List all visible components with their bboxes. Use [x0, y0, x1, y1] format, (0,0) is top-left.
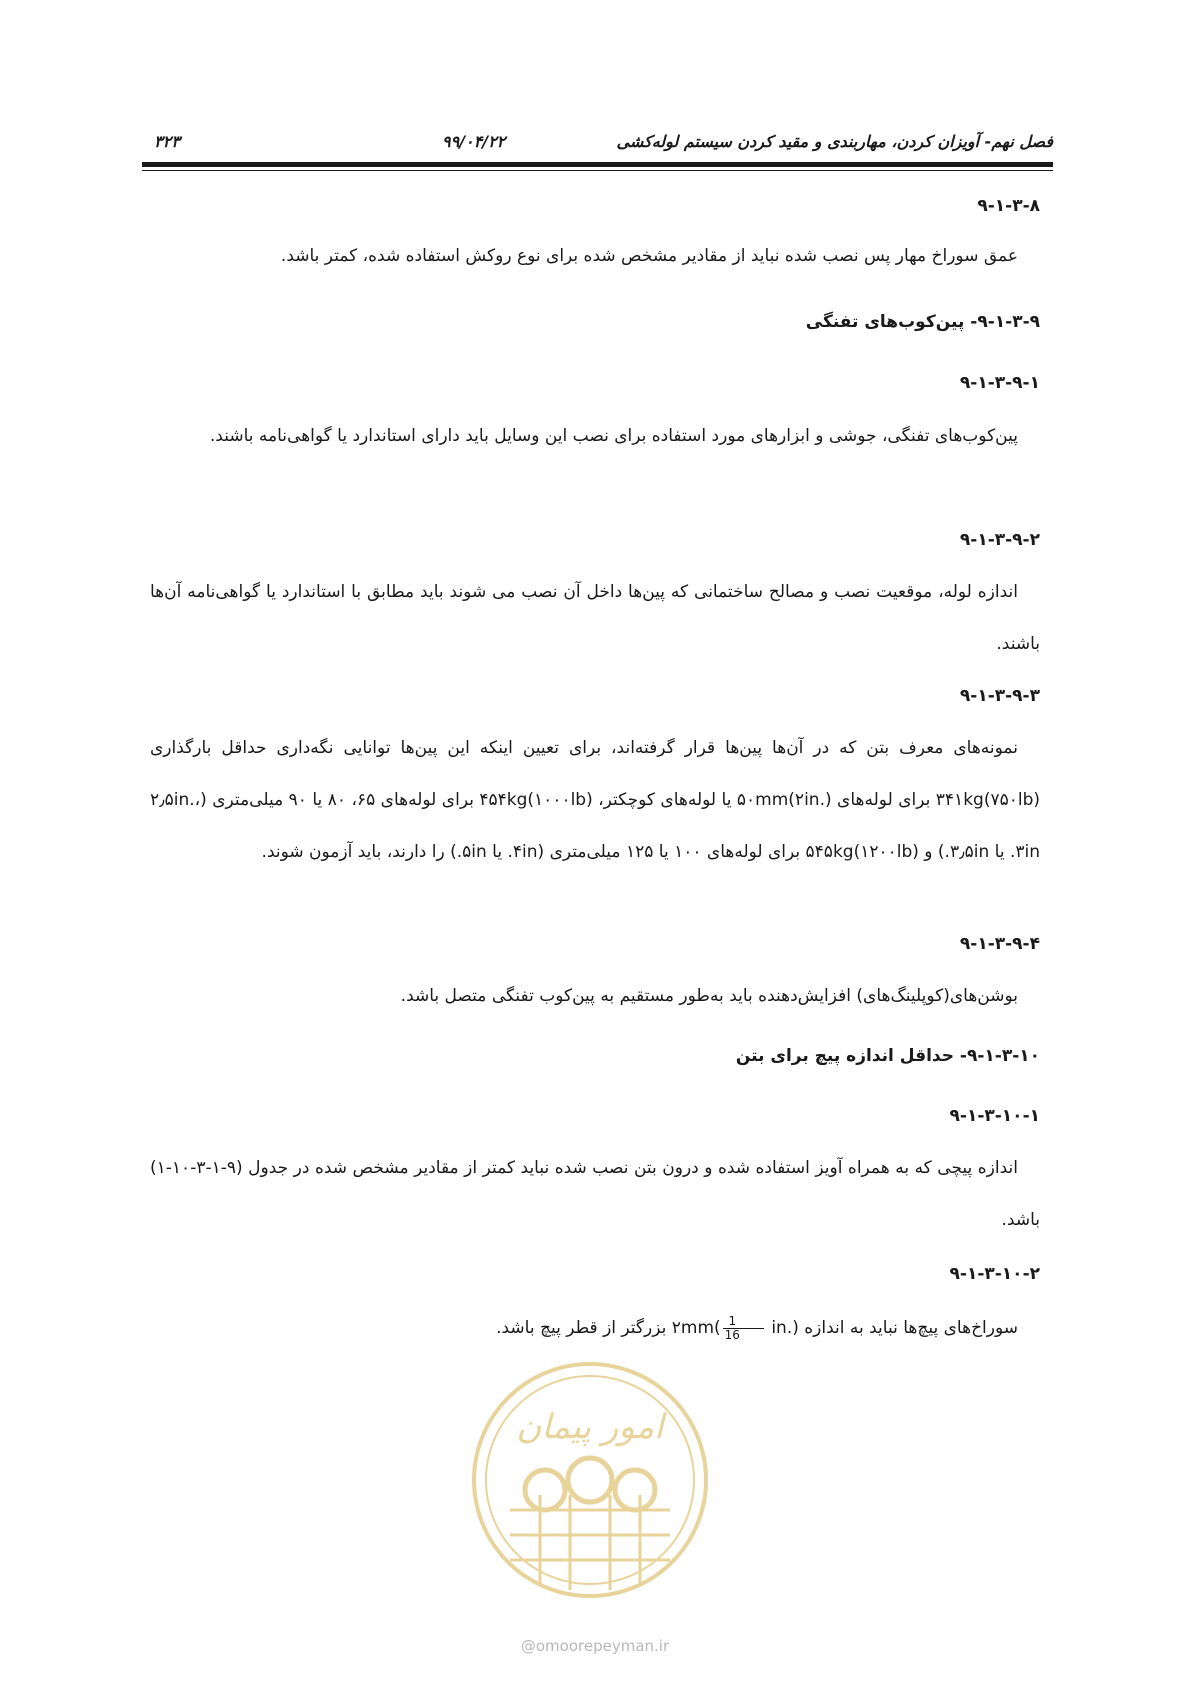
header-rule-thin	[142, 170, 1053, 171]
section-number: ۹-۱-۳-۱۰-۱	[949, 1106, 1040, 1126]
section-number: ۹-۱-۳-۹-۲	[959, 530, 1040, 550]
page-header	[142, 126, 1053, 156]
seal-watermark	[470, 1360, 710, 1600]
section-heading: ۹-۱-۳-۹- پین‌کوب‌های تفنگی	[805, 312, 1040, 332]
paragraph: نمونه‌های معرف بتن که در آن‌ها پین‌ها قرار گرفته‌اند، برای تعیین اینکه این پین‌ها توانایی نگه‌داری حداقل بارگذاری ۳۴۱kg(۷۵۰lb) برای لوله‌های ۵۰mm(۲in.) یا لوله‌های کوچکتر، ۴۵۴kg(۱۰۰۰lb) برای لوله‌های ۶۵، ۸۰ یا ۹۰ میلی‌متری (۲٫۵in.، ۳in. یا ۳٫۵in.) و ۵۴۵kg(۱۲۰۰lb) برای لوله‌های ۱۰۰ یا ۱۲۵ میلی‌متری (۴in. یا ۵in.) را دارند، باید آزمون شوند.	[150, 738, 1040, 862]
header-date: ۹۹/۰۴/۲۲	[442, 132, 506, 151]
paragraph: بوشن‌های(کوپلینگ‌های) افزایش‌دهنده باید به‌طور مستقیم به پین‌کوب تفنگی متصل باشد.	[400, 986, 1018, 1006]
seal-lettering: امور پیمان	[516, 1407, 664, 1447]
fraction-numerator: 1	[723, 1315, 764, 1329]
section-number: ۹-۱-۳-۸	[977, 196, 1040, 216]
section-heading: ۹-۱-۳-۱۰- حداقل اندازه پیچ برای بتن	[735, 1046, 1040, 1066]
chapter-title: فصل نهم- آویزان کردن، مهاربندی و مقید کردن سیستم لوله‌کشی	[616, 132, 1053, 151]
paragraph: عمق سوراخ مهار پس نصب شده نباید از مقادیر مشخص شده برای نوع روکش استفاده شده، کمتر باشد.	[280, 246, 1018, 266]
paragraph: اندازه لوله، موقعیت نصب و مصالح ساختمانی که پین‌ها داخل آن نصب می شوند باید مطابق با استاندارد یا گواهی‌نامه آن‌ها باشند.	[150, 582, 1040, 654]
section-number: ۹-۱-۳-۹-۱	[959, 373, 1040, 393]
paragraph-text-start: سوراخ‌های پیچ‌ها نباید به اندازه ۲mm(	[671, 1318, 1018, 1338]
paragraph: اندازه پیچی که به همراه آویز استفاده شده و درون بتن نصب شده نباید کمتر از مقادیر مشخص شده در جدول (۹-۱-۳-۱۰-۱) باشد.	[150, 1158, 1040, 1230]
fraction-denominator: 16	[724, 1327, 740, 1342]
paragraph	[150, 1302, 1040, 1354]
header-rule-thick	[142, 162, 1053, 167]
paragraph: پین‌کوب‌های تفنگی، جوشی و ابزارهای مورد استفاده برای نصب این وسایل باید دارای استاندارد یا گواهی‌نامه باشند.	[209, 426, 1018, 446]
paragraph-text-end: in.) بزرگتر از قطر پیچ باشد.	[496, 1318, 799, 1338]
section-number: ۹-۱-۳-۱۰-۲	[949, 1264, 1040, 1284]
section-number: ۹-۱-۳-۹-۳	[959, 686, 1040, 706]
website-watermark: @omoorepeyman.ir	[520, 1637, 670, 1655]
fraction	[723, 1315, 764, 1342]
page-number: ۳۲۳	[154, 132, 180, 151]
section-number: ۹-۱-۳-۹-۴	[959, 934, 1040, 954]
